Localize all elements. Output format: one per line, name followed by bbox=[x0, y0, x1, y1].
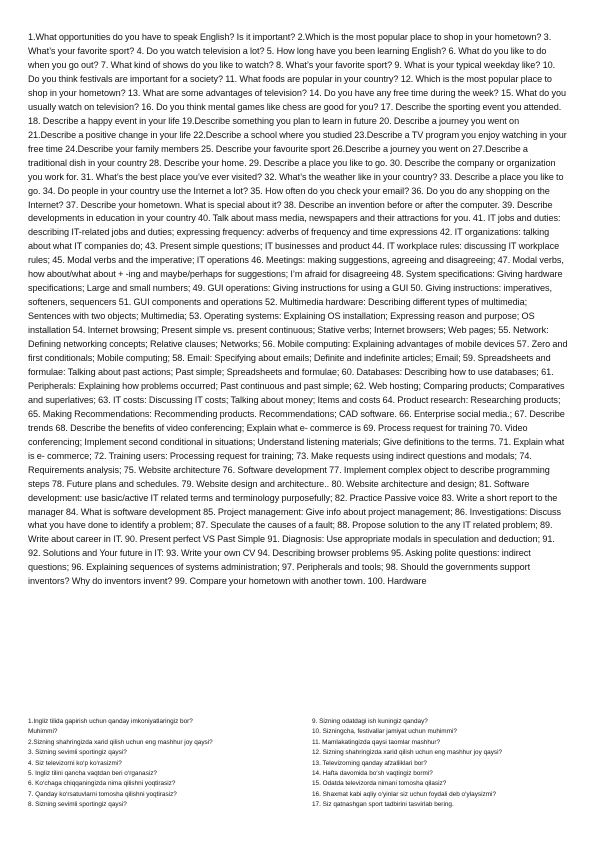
uzbek-question-item: 7. Qanday ko‘rsatuvlarni tomosha qilishni yoqtirasiz? bbox=[28, 790, 177, 798]
uzbek-question-item: 11. Mamlakatingizda qaysi taomlar mashhur? bbox=[312, 738, 441, 746]
uzbek-question-item: 14. Hafta davomida bo‘sh vaqtingiz bormi? bbox=[312, 770, 433, 778]
uzbek-questions-right-column bbox=[312, 717, 577, 811]
uzbek-question-item: Muhimmi? bbox=[28, 728, 58, 736]
uzbek-questions-left-column bbox=[28, 717, 288, 811]
uzbek-question-item: 8. Sizning sevimli sportingiz qaysi? bbox=[28, 801, 127, 809]
uzbek-question-item: 4. Siz televizorni ko‘p ko‘rasizmi? bbox=[28, 759, 122, 767]
uzbek-question-item: 1.Ingliz tilida gapirish uchun qanday imkoniyatlaringiz bor? bbox=[28, 718, 193, 725]
uzbek-question-item: 2.Sizning shahringizda xarid qilish uchun eng mashhur joy qaysi? bbox=[28, 738, 213, 746]
uzbek-question-item: 9. Sizning odatdagi ish kuningiz qanday? bbox=[312, 718, 428, 725]
uzbek-question-item: 12. Sizning shahringizda xarid qilish uchun eng mashhur joy qaysi? bbox=[312, 749, 503, 757]
uzbek-question-item: 5. Ingliz tilini qancha vaqtdan beri o‘rganasiz? bbox=[28, 770, 157, 778]
uzbek-question-item: 15. Odatda televizorda nimani tomosha qilasiz? bbox=[312, 780, 447, 788]
uzbek-question-item: 6. Ko‘chaga chiqqaningizda nima qilishni yoqtirasiz? bbox=[28, 780, 176, 788]
uzbek-question-item: 10. Sizningcha, festivallar jamiyat uchun muhimmi? bbox=[312, 728, 457, 736]
uzbek-question-item: 3. Sizning sevimli sportingiz qaysi? bbox=[28, 749, 127, 757]
uzbek-question-item: 16. Shaxmat kabi aqliy o‘yinlar siz uchun foydali deb o‘ylaysizmi? bbox=[312, 790, 496, 798]
questions-paragraph: 1.What opportunities do you have to speak English? Is it important? 2.Which is the most popular place to shop in your hometown? 3. What’s your favorite sport? 4. Do you watch television a lot? 5. How long have you been learning English? 6. What do you like to do when you go out? 7. What kind of shows do you like to watch? 8. What’s your favorite sport? 9. What is your typical weekday like? 10. Do you think festivals are important for a society? 11. What foods are popular in your country? 12. Which is the most popular place to shop in your hometown? 13. What are some advantages of television? 14. Do you have any free time during the week? 15. What do you usually watch on television? 16. Do you think mental games like chess are good for you? 17. Describe the sporting event you attended. 18. Describe a happy event in your life 19.Describe something you plan to learn in future 20. Describe a journey you went on 21.Describe a positive change in your life 22.Describe a school where you studied 23.Describe a TV program you enjoy watching in your free time 24.Describe your family members 25. Describe your favourite sport 26.Describe a journey you went on 27.Describe a traditional dish in your country 28. Describe your home. 29. Describe a place you like to go. 30. Describe the company or organization you work for. 31. What’s the best place you’ve ever visited? 32. What’s the weather like in your country? 33. Describe a place you like to go. 34. Do people in your country use the Internet a lot? 35. How often do you check your email? 36. Do you do any shopping on the Internet? 37. Describe your hometown. What is special about it? 38. Describe an invention before or after the computer. 39. Describe developments in education in your country 40. Talk about mass media, newspapers and their attractions for you. 41. IT jobs and duties: describing IT-related jobs and duties; expressing frequency: adverbs of frequency and time expressions 42. IT organizations: talking about what IT companies do; 43. Present simple questions; IT businesses and product 44. IT workplace rules: discussing IT workplace rules; 45. Modal verbs and the imperative; IT operations 46. Meetings: making suggestions, agreeing and disagreeing; 47. Modal verbs, how about/what about + -ing and maybe/perhaps for suggestions; I’m afraid for disagreeing 48. System specifications: Giving hardware specifications; Large and small numbers; 49. GUI operations: Giving instructions for using a GUI 50. Giving instructions: imperatives, softeners, sequencers 51. GUI components and operations 52. Multimedia hardware: Describing different types of multimedia; Sentences with two objects; Multimedia; 53. Operating systems: Explaining OS installation; Expressing reason and purpose; OS installation 54. Internet browsing; Present simple vs. present continuous; Stative verbs; Internet browsers; Web pages; 55. Network: Defining networking concepts; Relative clauses; Networks; 56. Mobile computing: Explaining advantages of mobile devices 57. Zero and first conditionals; Mobile computing; 58. Email: Specifying about emails; Definite and indefinite articles; Email; 59. Spreadsheets and formulae: Talking about past actions; Past simple; Spreadsheets and formulae; 60. Databases: Describing how to use databases; 61. Peripherals: Explaining how problems occurred; Past continuous and past simple; 62. Web hosting; Comparing products; Comparatives and superlatives; 63. IT costs: Discussing IT costs; Talking about money; Items and costs 64. Product research: Researching products; 65. Making Recommendations: Recommending products. Recommendations; CAD software. 66. Enterprise social media.; 67. Describe trends 68. Describe the benefits of video conferencing; Explain what e- commerce is 69. Process request for training 70. Video conferencing; Implement second conditional in situations; Understand listening materials; Give definitions to the terms. 71. Explain what is e- commerce; 72. Training users: Processing request for training; 73. Make requests using indirect questions and modals; 74. Requirements analysis; 75. Website architecture 76. Software development 77. Implement complex object to describe programming steps 78. Future plans and schedules. 79. Website design and architecture.. 80. Website architecture and design; 81. Software development: use basic/active IT related terms and terminology purposefully; 82. Practice Passive voice 83. Write a short report to the manager 84. What is software development 85. Project management: Give info about project management; 86. Investigations: Discuss what you have done to identify a problem; 87. Speculate the causes of a fault; 88. Propose solution to the any IT related problem; 89. Write about career in IT. 90. Present perfect VS Past Simple 91. Diagnosis: Use appropriate modals in speculation and deduction; 91. 92. Solutions and Your future in IT: 93. Write your own CV 94. Describing browser problems 95. Asking polite questions: indirect questions; 96. Explaining sequences of systems administration; 97. Peripherals and tools; 98. Should the governments support inventors? Why do inventors invent? 99. Compare your hometown with another town. 100. Hardware bbox=[28, 32, 568, 587]
uzbek-question-item: 13. Televizorning qanday afzalliklari bor? bbox=[312, 759, 427, 767]
uzbek-question-item: 17. Siz qatnashgan sport tadbirini tasvirlab bering. bbox=[312, 801, 454, 809]
